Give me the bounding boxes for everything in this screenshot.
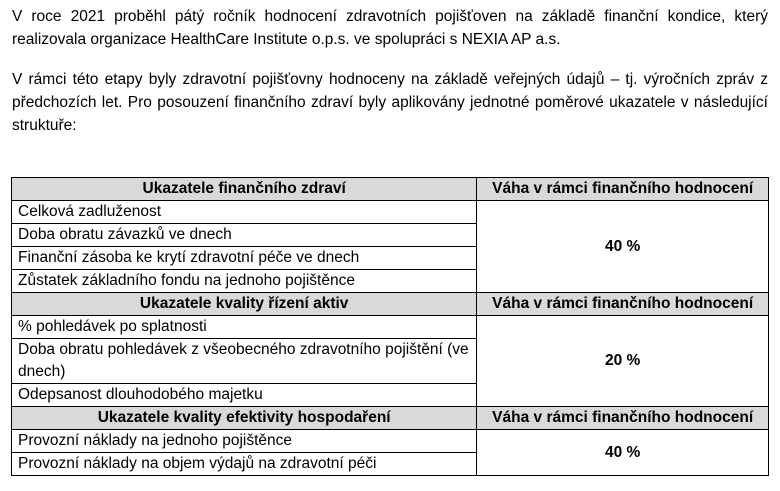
indicator-table [11,177,769,476]
intro-paragraph-2: V rámci této etapy byly zdravotní pojišťovny hodnoceny na základě veřejných údajů – tj. výročních zpráv z předchozích let. Pro posouzení finančního zdraví byly aplikovány jednotné poměrové ukazatele v následující struktuře: [12,71,768,134]
weight-value-cell: 40 % [477,201,769,293]
weight-header: Váha v rámci finančního hodnocení [477,293,769,316]
intro-paragraph-1: V roce 2021 proběhl pátý ročník hodnocení zdravotních pojišťoven na základě finanční kondice, který realizovala organizace HealthCare Institute o.p.s. ve spolupráci s NEXIA AP a.s. [12,8,768,48]
weight-header: Váha v rámci finančního hodnocení [477,178,769,201]
weight-value-cell: 40 % [477,430,769,476]
section-header-financial-health: Ukazatele finančního zdraví [12,178,477,201]
table-row [12,316,769,339]
indicator-cell: Doba obratu závazků ve dnech [12,224,477,247]
weight-header: Váha v rámci finančního hodnocení [477,407,769,430]
indicator-cell: Provozní náklady na jednoho pojištěnce [12,430,477,453]
section-header-asset-management: Ukazatele kvality řízení aktiv [12,293,477,316]
weight-value-cell: 20 % [477,316,769,407]
section-header-economic-efficiency: Ukazatele kvality efektivity hospodaření [12,407,477,430]
indicator-cell: Provozní náklady na objem výdajů na zdravotní péči [12,453,477,476]
indicator-cell: % pohledávek po splatnosti [12,316,477,339]
section-header-row [12,407,769,430]
indicator-cell: Celková zadluženost [12,201,477,224]
table-row [12,430,769,453]
indicator-cell: Zůstatek základního fondu na jednoho pojištěnce [12,270,477,293]
indicator-cell: Doba obratu pohledávek z všeobecného zdravotního pojištění (ve dnech) [12,339,477,384]
indicator-cell: Odepsanost dlouhodobého majetku [12,384,477,407]
indicator-cell: Finanční zásoba ke krytí zdravotní péče ve dnech [12,247,477,270]
section-header-row [12,178,769,201]
table-row [12,201,769,224]
section-header-row [12,293,769,316]
